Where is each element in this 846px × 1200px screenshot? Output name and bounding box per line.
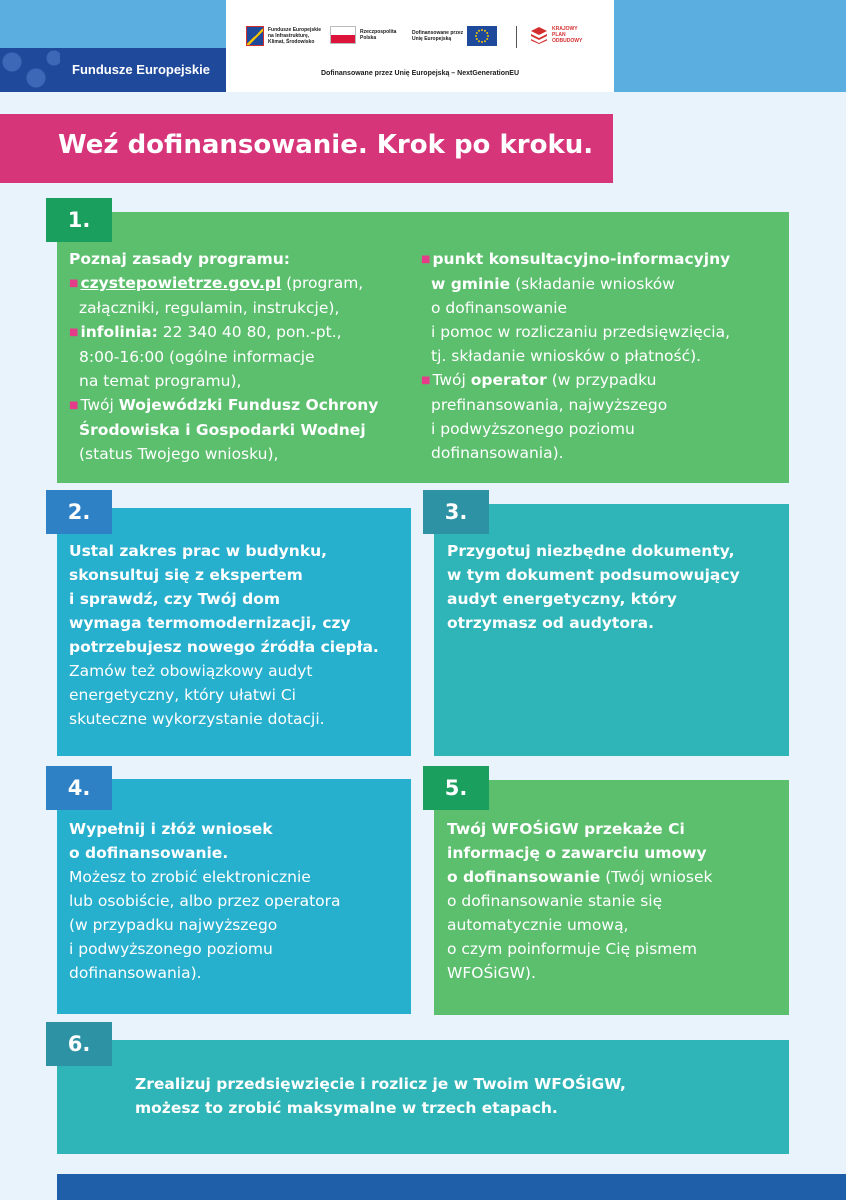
- step-6-heading: Zrealizuj przedsięwzięcie i rozlicz je w Twoim WFOŚiGW,: [135, 1075, 626, 1093]
- step-4-text: i podwyższonego poziomu: [69, 940, 273, 958]
- step-1-text: na temat programu),: [79, 372, 242, 390]
- step-2-heading: i sprawdź, czy Twój dom: [69, 590, 281, 608]
- step-1-text: (w przypadku: [546, 371, 657, 389]
- wfos-name: Środowiska i Gospodarki Wodnej: [79, 421, 366, 439]
- footer-bar: [57, 1174, 846, 1200]
- step-2-heading: wymaga termomodernizacji, czy: [69, 614, 351, 632]
- step-2-content: [69, 539, 379, 731]
- step-5-text: o czym poinformuje Cię pismem: [447, 940, 697, 958]
- logo-ue-text: Unię Europejską: [412, 36, 452, 42]
- logo-krajowy-plan-odbudowy: [530, 26, 582, 44]
- logo-fundusze-europejskie: [246, 26, 321, 46]
- step-6-content: [135, 1072, 626, 1120]
- fundusze-europejskie-label: Fundusze Europejskie: [72, 62, 210, 77]
- step-1-text: i pomoc w rozliczaniu przedsięwzięcia,: [431, 323, 731, 341]
- step-1-text: tj. składanie wniosków o płatność).: [431, 347, 702, 365]
- step-2-text: Zamów też obowiązkowy audyt: [69, 662, 313, 680]
- step-6-heading: możesz to zrobić maksymalne w trzech etapach.: [135, 1099, 558, 1117]
- step-1-number: 1.: [46, 198, 112, 242]
- step-1-text: i podwyższonego poziomu: [431, 420, 635, 438]
- title-banner: [0, 114, 613, 183]
- hotline-label: infolinia:: [80, 323, 158, 341]
- step-1-text: Twój: [80, 396, 119, 414]
- step-1-right-column: [421, 247, 730, 465]
- step-1-text: prefinansowania, najwyższego: [431, 396, 668, 414]
- step-5-text: (Twój wniosek: [600, 868, 713, 886]
- step-1-left-column: [69, 247, 378, 466]
- logo-rp-text: Polska: [360, 35, 377, 41]
- kpo-emblem-icon: [530, 26, 548, 44]
- logo-kpo-text: KRAJOWY: [552, 26, 578, 32]
- step-1-heading: Poznaj zasady programu:: [69, 250, 290, 268]
- step-1-text: (status Twojego wniosku),: [79, 445, 279, 463]
- hotline-number: 22 340 40 80, pon.-pt.,: [157, 323, 342, 341]
- logo-kpo-text: PLAN: [552, 32, 566, 38]
- website-link[interactable]: czystepowietrze.gov.pl: [80, 274, 282, 292]
- eu-flag-icon: [467, 26, 497, 46]
- step-2-number: 2.: [46, 490, 112, 534]
- step-3-heading: otrzymasz od audytora.: [447, 614, 654, 632]
- step-4-text: (w przypadku najwyższego: [69, 916, 278, 934]
- step-5-heading: Twój WFOŚiGW przekaże Ci: [447, 820, 685, 838]
- fe-flag-icon: [246, 26, 264, 46]
- step-2-text: skuteczne wykorzystanie dotacji.: [69, 710, 325, 728]
- step-5-text: o dofinansowanie stanie się: [447, 892, 663, 910]
- bullet-icon: ■: [69, 400, 79, 411]
- stars-decoration-icon: [0, 48, 60, 92]
- page-title: Weź dofinansowanie. Krok po kroku.: [58, 130, 594, 160]
- step-2-heading: skonsultuj się z ekspertem: [69, 566, 303, 584]
- logo-bar: [226, 0, 614, 92]
- step-5-text: automatycznie umową,: [447, 916, 629, 934]
- consult-point-label: punkt konsultacyjno-informacyjny: [432, 250, 731, 268]
- step-1-text: (program,: [281, 274, 364, 292]
- step-1-text: Twój: [432, 371, 471, 389]
- polish-flag-icon: [330, 26, 356, 44]
- step-4-heading: Wypełnij i złóż wniosek: [69, 820, 273, 838]
- bullet-icon: ■: [69, 327, 79, 338]
- logo-separator: [516, 26, 517, 48]
- step-3-content: [447, 539, 740, 635]
- step-1-text: o dofinansowanie: [431, 299, 568, 317]
- step-5-heading: informację o zawarciu umowy: [447, 844, 707, 862]
- step-1-text: (składanie wniosków: [510, 275, 675, 293]
- step-6-number: 6.: [46, 1022, 112, 1066]
- bullet-icon: ■: [69, 278, 79, 289]
- logo-fe-text: Fundusze Europejskie: [268, 27, 322, 33]
- bullet-icon: ■: [421, 375, 431, 386]
- step-3-heading: audyt energetyczny, który: [447, 590, 677, 608]
- logo-rzeczpospolita-polska: [330, 26, 396, 44]
- header-right-background: [614, 0, 846, 92]
- step-3-heading: Przygotuj niezbędne dokumenty,: [447, 542, 735, 560]
- logo-kpo-text: ODBUDOWY: [552, 38, 583, 44]
- step-3-number: 3.: [423, 490, 489, 534]
- step-5-heading: o dofinansowanie: [447, 868, 601, 886]
- step-4-text: lub osobiście, albo przez operatora: [69, 892, 341, 910]
- bullet-icon: ■: [421, 254, 431, 265]
- step-2-text: energetyczny, który ułatwi Ci: [69, 686, 296, 704]
- logo-fe-text: na Infrastrukturę,: [268, 33, 310, 39]
- step-2-heading: potrzebujesz nowego źródła ciepła.: [69, 638, 379, 656]
- step-4-content: [69, 817, 341, 985]
- step-3-heading: w tym dokument podsumowujący: [447, 566, 740, 584]
- consult-point-label: w gminie: [431, 275, 511, 293]
- step-1-text: 8:00-16:00 (ogólne informacje: [79, 348, 315, 366]
- step-5-number: 5.: [423, 766, 489, 810]
- fundusze-europejskie-badge: [0, 48, 226, 92]
- logo-ue-text: Dofinansowane przez: [412, 30, 464, 36]
- step-5-text: WFOŚiGW).: [447, 964, 536, 982]
- step-4-text: dofinansowania).: [69, 964, 202, 982]
- step-1-text: załączniki, regulamin, instrukcje),: [79, 299, 340, 317]
- step-4-text: Możesz to zrobić elektronicznie: [69, 868, 311, 886]
- operator-label: operator: [470, 371, 547, 389]
- logo-unia-europejska: [412, 26, 501, 46]
- step-1-text: dofinansowania).: [431, 444, 564, 462]
- step-4-heading: o dofinansowanie.: [69, 844, 229, 862]
- step-5-content: [447, 817, 712, 985]
- wfos-name: Wojewódzki Fundusz Ochrony: [118, 396, 379, 414]
- step-2-heading: Ustal zakres prac w budynku,: [69, 542, 328, 560]
- funding-caption: Dofinansowane przez Unię Europejską – NextGenerationEU: [321, 70, 519, 77]
- logo-fe-text: Klimat, Środowisko: [268, 39, 315, 45]
- step-4-number: 4.: [46, 766, 112, 810]
- logo-rp-text: Rzeczpospolita: [360, 29, 397, 35]
